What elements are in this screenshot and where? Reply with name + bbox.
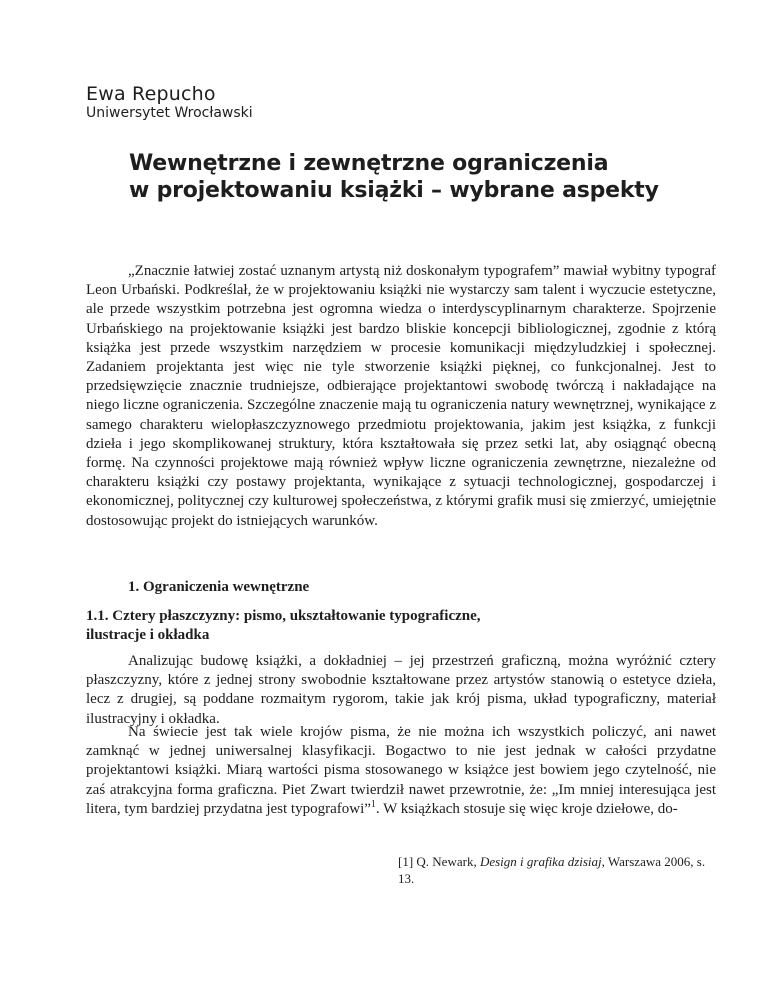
subsection-heading-line-1: 1.1. Cztery płaszczyzny: pismo, ukształtowanie typograficzne, (86, 608, 481, 624)
article-title-line-1: Wewnętrzne i zewnętrzne ograniczenia (129, 151, 609, 176)
article-title (129, 150, 689, 204)
subsection-heading-line-2: ilustracje i okładka (86, 627, 210, 643)
analysis-paragraph-block (86, 652, 716, 729)
typefaces-paragraph-continued: . W książkach stosuje się więc kroje dziełowe, do- (375, 800, 678, 817)
subsection-heading-1-1 (86, 607, 706, 645)
intro-paragraph: „Znacznie łatwiej zostać uznanym artystą niż doskonałym typografem” mawiał wybitny typograf Leon Urbański. Podkreślał, że w projektowaniu książki nie wystarczy sam talent i wyczucie estetyczne, ale przede wszystkim potrzebna jest ogromna wiedza o interdyscyplinarnym charakterze. Spojrzenie Urbańskiego na projektowanie książki jest bardzo bliskie koncepcji bibliologicznej, zgodnie z którą książka jest przede wszystkim narzędziem w procesie komunikacji międzyludzkiej i społecznej. Zadaniem projektanta jest więc nie tyle stworzenie książki pięknej, co funkcjonalnej. Jest to przedsięwzięcie znacznie trudniejsze, odbierające projektantowi swobodę twórczą i nakładające na niego liczne ograniczenia. Szczególne znaczenie mają tu ograniczenia natury wewnętrznej, wynikające z samego charakteru wielopłaszczyznowego przedmiotu projektowania, jakim jest książka, z funkcji dzieła i jego skomplikowanej struktury, która kształtowała się przez setki lat, aby osiągnąć obecną formę. Na czynności projektowe mają również wpływ liczne ograniczenia zewnętrzne, niezależne od charakteru książki czy postawy projektanta, wynikające z sytuacji technologicznej, gospodarczej i ekonomicznej, politycznej czy kulturowej społeczeństwa, z którymi grafik musi się zmierzyć, umiejętnie dostosowując projekt do istniejących warunków. (86, 263, 716, 529)
footnote (398, 853, 718, 887)
footnote-reference: 1 (370, 798, 376, 810)
author-affiliation: Uniwersytet Wrocławski (86, 105, 253, 121)
typefaces-paragraph-text: Na świecie jest tak wiele krojów pisma, że nie można ich wszystkich policzyć, ani nawet zamknąć w jednej uniwersalnej klasyfikacji. Bogactwo to nie jest jednak w całości przydatne projektantowi książki. Miarą wartości pisma stosowanego w książce jest bowiem jego czytelność, nie zaś atrakcyjna forma graficzna. Piet Zwart twierdził nawet przewrotnie, że: „Im mniej interesująca jest litera, tym bardziej przydatna jest typografowi” (86, 724, 716, 817)
footnote-details: , Warszawa 2006, s. 13. (398, 854, 706, 886)
article-title-line-2: w projektowaniu książki – wybrane aspekty (129, 178, 659, 203)
author-name: Ewa Repucho (86, 83, 216, 105)
typefaces-paragraph-block (86, 723, 716, 819)
intro-paragraph-block (86, 262, 716, 531)
section-heading-1: 1. Ograniczenia wewnętrzne (128, 579, 310, 595)
footnote-marker: [1] Q. Newark, (398, 854, 480, 869)
footnote-source-title: Design i grafika dzisiaj (479, 854, 602, 869)
typefaces-paragraph (86, 723, 716, 819)
analysis-paragraph: Analizując budowę książki, a dokładniej – jej przestrzeń graficzną, można wyróżnić cztery płaszczyzny, które z jednej strony swobodnie kształtowane przez artystów stanowią o estetyce dzieła, lecz z drugiej, są poddane rozmaitym rygorom, takie jak krój pisma, układ typograficzny, materiał ilustracyjny i okładka. (86, 653, 716, 727)
